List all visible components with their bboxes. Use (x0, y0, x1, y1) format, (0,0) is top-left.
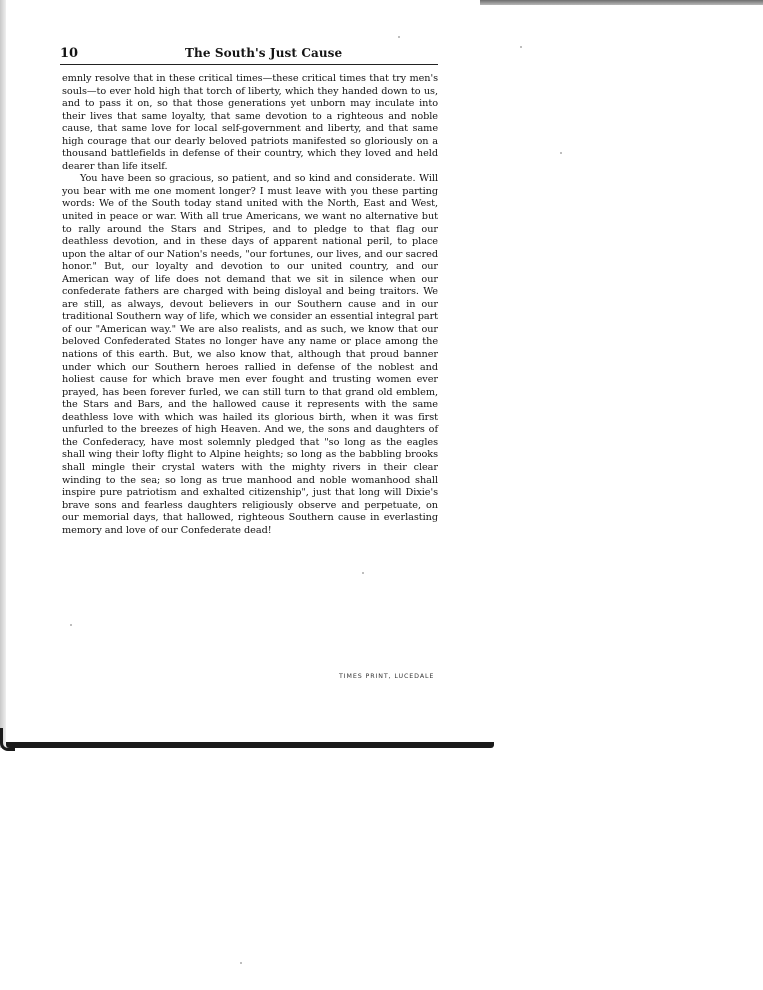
paragraph-1: emnly resolve that in these critical times—these critical times that try men's souls—to ever hold high that torch of liberty, which they handed down to us, and to pass it on, so that those generations yet unborn may inculate into their lives that same loyalty, that same devotion to a righteous and noble cause, that same love for local self-government and liberty, and that same high courage that our dearly beloved patriots manifested so gloriously on a thousand battlefields in defense of their country, which they loved and held dearer than life itself. (62, 73, 438, 172)
page-number: 10 (60, 46, 79, 61)
scan-edge-left (0, 0, 6, 748)
scan-speck (398, 36, 400, 38)
scan-speck (362, 572, 364, 574)
paragraph-2: You have been so gracious, so patient, and so kind and considerate. Will you bear with me one moment longer? I must leave with you these parting words: We of the South today stand united with the North, East and West, united in peace or war. With all true Americans, we want no alternative but to rally around the Stars and Stripes, and to pledge to that flag our deathless devotion, and in these days of apparent national peril, to place upon the altar of our Nation's needs, "our fortunes, our lives, and our sacred honor." But, our loyalty and devotion to our united country, and our American way of life does not demand that we sit in silence when our confederate fathers are charged with being disloyal and being traitors. We are still, as always, devout believers in our Southern cause and in our traditional Southern way of life, which we consider an essential integral part of our "American way." We are also realists, and as such, we know that our beloved Confederated States no longer have any name or place among the nations of this earth. But, we also know that, although that proud banner under which our Southern heroes rallied in defense of the noblest and holiest cause for which brave men ever fought and trusting women ever prayed, has been forever furled, we can still turn to that grand old emblem, the Stars and Bars, and the hallowed cause it represents with the same deathless love with which was hailed its glorious birth, when it was first unfurled to the breezes of high Heaven. And we, the sons and daughters of the Confederacy, have most solemnly pledged that "so long as the eagles shall wing their lofty flight to Alpine heights; so long as the babbling brooks shall mingle their crystal waters with the mighty rivers in their clear winding to the sea; so long as true manhood and noble womanhood shall inspire pure patriotism and exhalted citizenship", just that long will Dixie's brave sons and fearless daughters religiously observe and perpetuate, on our memorial days, that hallowed, righteous Southern cause in everlasting memory and love of our Confederate dead! (62, 173, 438, 536)
scan-edge-top (480, 0, 763, 5)
header-rule (60, 64, 438, 65)
running-title: The South's Just Cause (185, 46, 343, 60)
scan-speck (520, 46, 522, 48)
scan-speck (70, 624, 72, 626)
page-header (60, 46, 438, 64)
scan-speck (560, 152, 562, 154)
scan-speck (240, 962, 242, 964)
printer-imprint: TIMES PRINT, LUCEDALE (339, 673, 435, 680)
body-text (62, 73, 438, 537)
scan-edge-bottom (6, 742, 494, 748)
scan-corner (0, 728, 15, 751)
